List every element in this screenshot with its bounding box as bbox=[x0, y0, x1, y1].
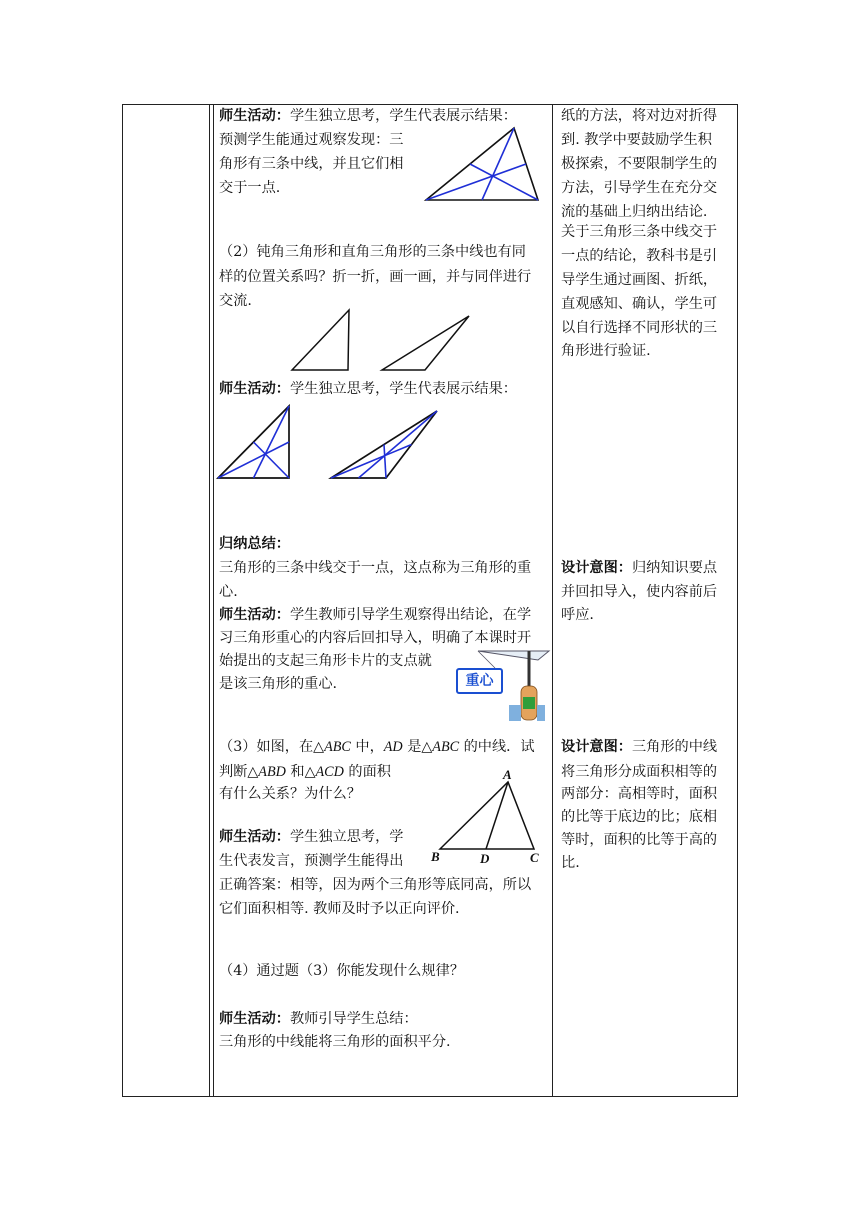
note-line: 方法，引导学生在充分交 bbox=[561, 180, 718, 196]
activity-line: 始提出的支起三角形卡片的支点就 bbox=[219, 653, 432, 669]
activity-line: 正确答案：相等，因为两个三角形等底同高，所以 bbox=[219, 877, 532, 893]
activity-line: 角形有三条中线，并且它们相 bbox=[219, 156, 404, 172]
design-intent-2: 设计意图：三角形的中线 bbox=[561, 739, 718, 755]
activity-line: 习三角形重心的内容后回扣导入，明确了本课时开 bbox=[219, 630, 532, 646]
activity-line: 师生活动：教师引导学生总结： bbox=[219, 1011, 418, 1027]
question-2: 交流. bbox=[219, 293, 252, 309]
note-line: 流的基础上归纳出结论. bbox=[561, 204, 708, 220]
vertex-label-c: C bbox=[530, 850, 539, 865]
activity-line: 师生活动：学生独立思考，学 bbox=[219, 829, 404, 845]
activity-line: 师生活动：学生独立思考，学生代表展示结果： bbox=[219, 108, 517, 124]
activity-line: 生代表发言，预测学生能得出 bbox=[219, 853, 404, 869]
question-4: （4）通过题（3）你能发现什么规律？ bbox=[219, 963, 465, 979]
note-line: 极探索，不要限制学生的 bbox=[561, 156, 718, 172]
note-line: 关于三角形三条中线交于 bbox=[561, 224, 718, 240]
activity-line: 师生活动：学生教师引导学生观察得出结论，在学 bbox=[219, 607, 532, 623]
question-3: 判断△ABD 和△ACD 的面积 bbox=[219, 764, 391, 780]
vertex-label-a: A bbox=[503, 767, 512, 782]
summary-heading: 归纳总结： bbox=[219, 536, 290, 552]
note-line: 一点的结论，教科书是引 bbox=[561, 248, 718, 264]
note-line: 角形进行验证. bbox=[561, 343, 651, 359]
question-2: 样的位置关系吗？折一折，画一画，并与同伴进行 bbox=[219, 269, 532, 285]
summary-text: 三角形的三条中线交于一点，这点称为三角形的重 bbox=[219, 560, 532, 576]
question-2: （2）钝角三角形和直角三角形的三条中线也有同 bbox=[219, 244, 526, 260]
note-line: 以自行选择不同形状的三 bbox=[561, 320, 718, 336]
activity-line: 交于一点. bbox=[219, 180, 281, 196]
design-intent-2: 两部分：高相等时，面积 bbox=[561, 786, 718, 802]
vertex-label-b: B bbox=[431, 849, 440, 864]
activity-line: 它们面积相等. 教师及时予以正向评价. bbox=[219, 901, 460, 917]
activity-line: 是该三角形的重心. bbox=[219, 676, 338, 692]
activity-line: 预测学生能通过观察发现：三 bbox=[219, 132, 404, 148]
design-intent-2: 的比等于底边的比；底相 bbox=[561, 809, 718, 825]
activity-line: 师生活动：学生独立思考，学生代表展示结果： bbox=[219, 381, 517, 397]
note-line: 到. 教学中要鼓励学生积 bbox=[561, 132, 712, 148]
note-line: 导学生通过画图、折纸， bbox=[561, 272, 718, 288]
design-intent-1: 呼应. bbox=[561, 607, 594, 623]
design-intent-1: 并回扣导入，使内容前后 bbox=[561, 584, 718, 600]
question-3: （3）如图，在△ABC 中，AD 是△ABC 的中线．试 bbox=[219, 739, 535, 755]
centroid-badge: 重心 bbox=[456, 668, 503, 694]
design-intent-2: 将三角形分成面积相等的 bbox=[561, 764, 718, 780]
summary-text: 心. bbox=[219, 584, 238, 600]
design-intent-2: 等时，面积的比等于高的 bbox=[561, 832, 718, 848]
question-3: 有什么关系？为什么？ bbox=[219, 786, 361, 802]
note-line: 直观感知、确认，学生可 bbox=[561, 296, 718, 312]
vertex-label-d: D bbox=[480, 851, 490, 866]
activity-line: 三角形的中线能将三角形的面积平分. bbox=[219, 1034, 451, 1050]
design-intent-2: 比. bbox=[561, 855, 580, 871]
design-intent-1: 设计意图：归纳知识要点 bbox=[561, 560, 718, 576]
note-line: 纸的方法，将对边对折得 bbox=[561, 108, 718, 124]
